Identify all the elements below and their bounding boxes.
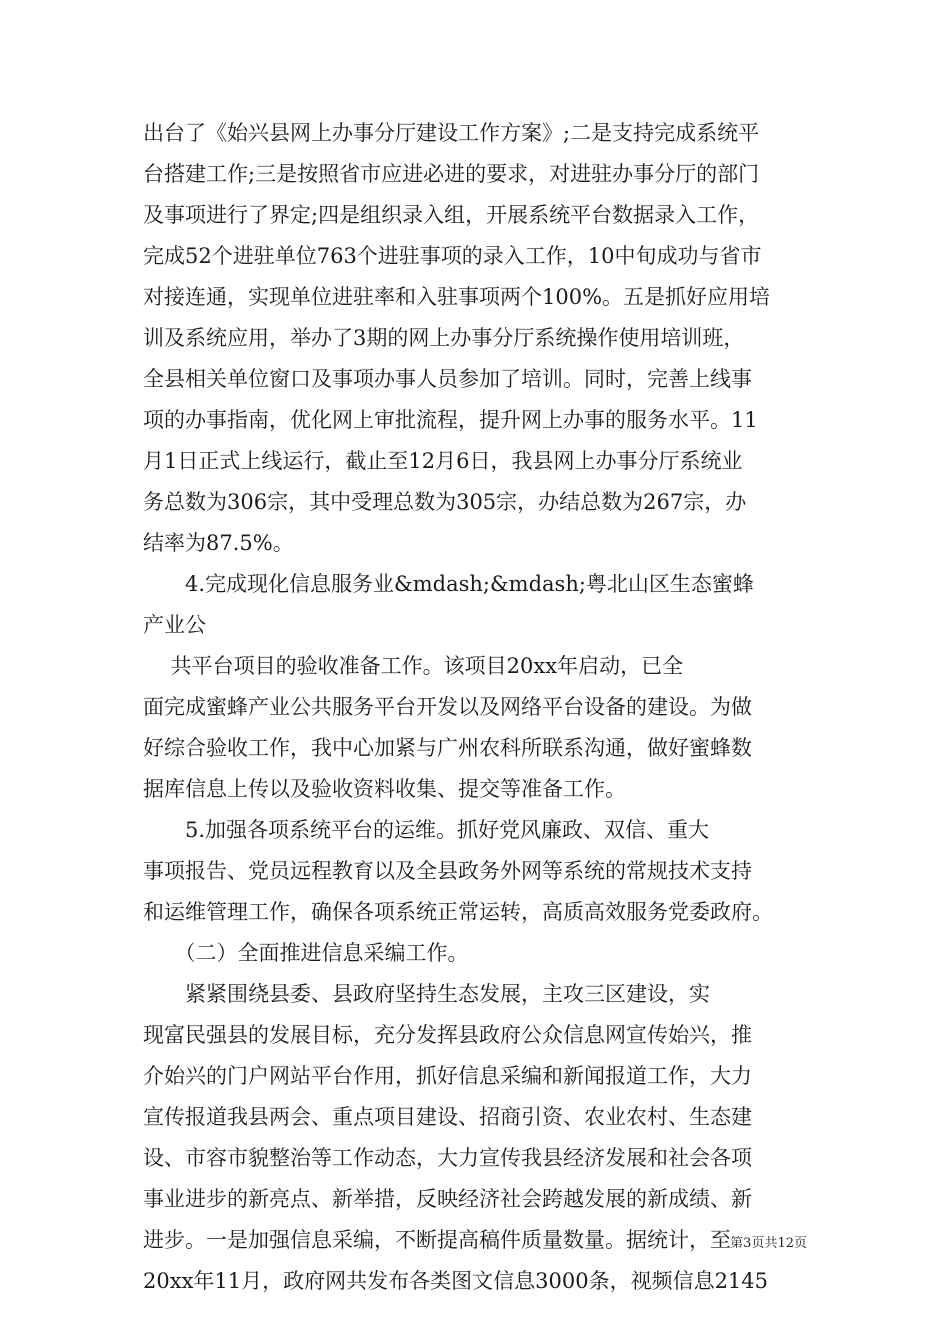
text-line: 面完成蜜蜂产业公共服务平台开发以及网络平台设备的建设。为做 (143, 695, 752, 719)
text-line: 5.加强各项系统平台的运维。抓好党风廉政、双信、重大 (143, 818, 710, 842)
text-line: 务总数为306宗，其中受理总数为305宗，办结总数为267宗，办 (143, 490, 747, 514)
text-line: 月1日正式上线运行，截止至12月6日，我县网上办事分厅系统业 (143, 449, 743, 473)
text-line: 紧紧围绕县委、县政府坚持生态发展，主攻三区建设，实 (143, 982, 710, 1006)
text-line: 和运维管理工作，确保各项系统正常运转，高质高效服务党委政府。 (143, 900, 773, 924)
text-line: 训及系统应用，举办了3期的网上办事分厅系统操作使用培训班， (143, 326, 745, 350)
text-line: 产业公 (143, 613, 206, 637)
text-line: 台搭建工作;三是按照省市应进必进的要求，对进驻办事分厅的部门 (143, 162, 760, 186)
section-heading: （二）全面推进信息采编工作。 (143, 941, 469, 965)
text-line: 全县相关单位窗口及事项办事人员参加了培训。同时，完善上线事 (143, 367, 752, 391)
text-line: 结率为87.5%。 (143, 531, 294, 555)
text-line: 共平台项目的验收准备工作。该项目20xx年启动，已全 (143, 654, 684, 678)
text-line: 事项报告、党员远程教育以及全县政务外网等系统的常规技术支持 (143, 859, 752, 883)
text-line: 进步。一是加强信息采编，不断提高稿件质量数量。据统计，至 (143, 1228, 731, 1252)
text-line: 项的办事指南，优化网上审批流程，提升网上办事的服务水平。11 (143, 408, 758, 432)
page-number: 第3页共12页 (730, 1236, 807, 1251)
text-line: 20xx年11月，政府网共发布各类图文信息3000条，视频信息2145 (143, 1269, 769, 1293)
text-line: 及事项进行了界定;四是组织录入组，开展系统平台数据录入工作， (143, 203, 760, 227)
text-line: 事业进步的新亮点、新举措，反映经济社会跨越发展的新成绩、新 (143, 1187, 752, 1211)
text-line: 对接连通，实现单位进驻率和入驻事项两个100%。五是抓好应用培 (143, 285, 771, 309)
text-line: 好综合验收工作，我中心加紧与广州农科所联系沟通，做好蜜蜂数 (143, 736, 752, 760)
text-line: 出台了《始兴县网上办事分厅建设工作方案》;二是支持完成系统平 (143, 121, 760, 145)
text-line: 宣传报道我县两会、重点项目建设、招商引资、农业农村、生态建 (143, 1105, 752, 1129)
text-line: 4.完成现化信息服务业&mdash;&mdash;粤北山区生态蜜蜂 (143, 572, 754, 596)
text-line: 完成52个进驻单位763个进驻事项的录入工作，10中旬成功与省市 (143, 244, 762, 268)
text-line: 介始兴的门户网站平台作用，抓好信息采编和新闻报道工作，大力 (143, 1064, 752, 1088)
text-line: 据库信息上传以及验收资料收集、提交等准备工作。 (143, 777, 626, 801)
text-line: 设、市容市貌整治等工作动态，大力宣传我县经济发展和社会各项 (143, 1146, 752, 1170)
text-line: 现富民强县的发展目标，充分发挥县政府公众信息网宣传始兴，推 (143, 1023, 752, 1047)
